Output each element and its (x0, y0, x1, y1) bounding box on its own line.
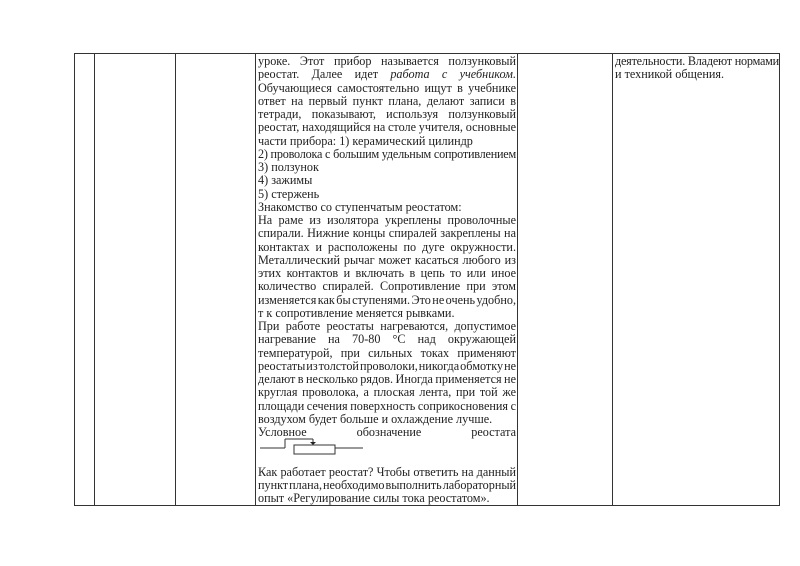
text-line (258, 386, 516, 399)
text-line-content: количество спиралей. Сопротивление при этом (258, 280, 516, 294)
text-line-content: делают в несколько рядов. Иногда применяется не (258, 373, 516, 386)
text-line (258, 201, 516, 214)
text-line-content: опыт «Регулирование силы тока реостатом». (258, 492, 490, 506)
competencies-cell (615, 55, 779, 82)
text-line (258, 267, 516, 280)
text-line-content: температурой, при сильных токах применяют (258, 346, 516, 360)
text-line-content: ответ на первый пункт плана, делают записи в (258, 94, 516, 108)
text-line-content: нагревание на 70-80 °С над окружающей (258, 333, 516, 347)
text-line (258, 492, 516, 505)
text-line-content: Обучающиеся самостоятельно ищут в учебнике (258, 81, 516, 95)
text-line-content: тетради, показывают, используя ползунковый (258, 108, 516, 121)
text-line (258, 333, 516, 346)
text-line (258, 55, 516, 68)
text-line (258, 108, 516, 121)
text-line-content: т к сопротивление меняется рывками. (258, 306, 455, 320)
text-line (258, 188, 516, 201)
text-line-content: площади сечения поверхность соприкосновения с (258, 399, 516, 413)
text-line (258, 82, 516, 95)
text-line (258, 347, 516, 360)
text-line (258, 174, 516, 187)
text-line (258, 280, 516, 293)
text-line-content: Металлический рычаг может касаться любого из (258, 253, 516, 267)
text-line (258, 307, 516, 320)
text-line-content: 5) стержень (258, 187, 320, 201)
text-line (258, 254, 516, 267)
text-line-content: и техникой общения. (615, 68, 725, 82)
text-line (258, 135, 516, 148)
text-line (258, 360, 516, 373)
text-line-content: пункт плана, необходимо выполнить лабораторный (258, 479, 516, 492)
text-fragment: реостат. Далее идет (258, 68, 391, 82)
text-line (258, 479, 516, 492)
text-line (258, 214, 516, 227)
column-divider (517, 53, 518, 506)
text-line-content: деятельности. Владеют нормами (615, 55, 779, 68)
text-line (258, 148, 516, 161)
text-line (258, 413, 516, 426)
text-line-content: уроке. Этот прибор называется ползунковый (258, 55, 516, 68)
text-line-content: Как работает реостат? Чтобы ответить на данный (258, 465, 516, 479)
column-divider (94, 53, 95, 506)
column-divider (255, 53, 256, 506)
text-line-content: На раме из изолятора укреплены проволочные (258, 214, 516, 227)
column-divider (175, 53, 176, 506)
text-line (258, 241, 516, 254)
text-line-content: круглая проволока, а плоская лента, при той же (258, 386, 516, 400)
text-line-content: При работе реостаты нагреваются, допустимое (258, 320, 516, 333)
text-line-content: спирали. Нижние концы спиралей закреплены на (258, 227, 516, 241)
text-line-content: реостат, находящийся на столе учителя, основные (258, 121, 516, 135)
text-line-content: контактах и расположены по дуге окружности. (258, 240, 516, 254)
text-line (615, 68, 779, 81)
text-line-content (258, 68, 516, 81)
text-line (258, 68, 516, 81)
text-line (258, 121, 516, 134)
column-divider (612, 53, 613, 506)
text-line (258, 294, 516, 307)
text-line (258, 95, 516, 108)
text-line-content: части прибора: 1) керамический цилиндр (258, 134, 473, 148)
text-line-content: изменяется как бы ступенями. Это не очень удобно, (258, 293, 516, 307)
text-line (258, 227, 516, 240)
italic-text: работа с учебником. (390, 68, 516, 82)
text-line-content: Условное обозначение реостата (258, 426, 516, 439)
text-line (258, 373, 516, 386)
text-line-content: Знакомство со ступенчатым реостатом: (258, 200, 462, 214)
text-line-content: этих контактов и включать в цепь то или иное (258, 267, 516, 280)
text-line-content: 4) зажимы (258, 174, 313, 188)
rheostat-symbol-icon (258, 435, 378, 457)
text-line-content: реостаты из толстой проволоки, никогда обмотку не (258, 359, 516, 373)
text-line (258, 320, 516, 333)
text-line-content: 2) проволока с большим удельным сопротивлением (258, 147, 516, 161)
text-line (615, 55, 779, 68)
text-line-content: 3) ползунок (258, 161, 319, 174)
text-line (258, 466, 516, 479)
text-line (258, 161, 516, 174)
text-line-content: воздухом будет больше и охлаждение лучше. (258, 412, 493, 426)
text-line (258, 400, 516, 413)
